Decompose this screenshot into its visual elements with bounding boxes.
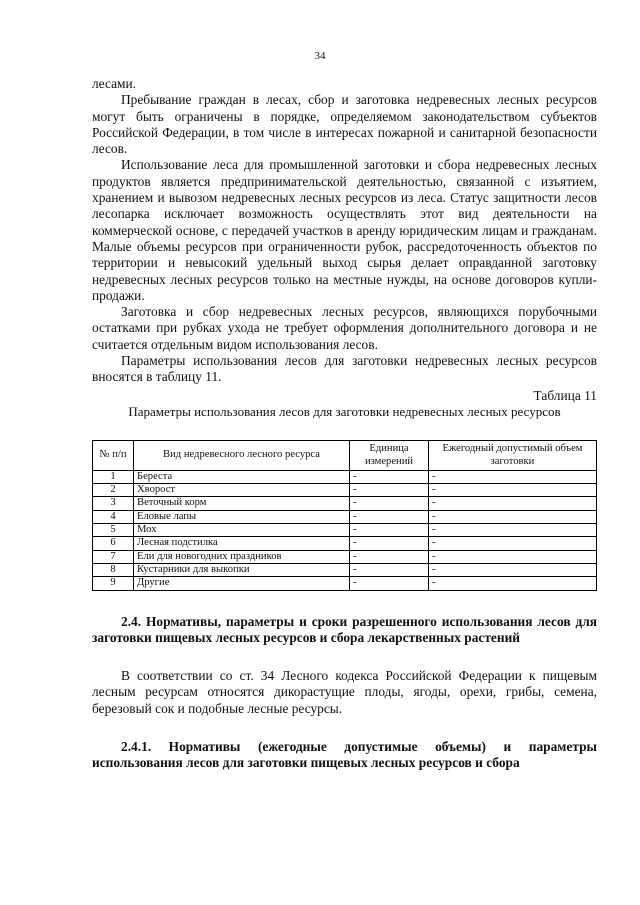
row-volume: - — [429, 550, 597, 563]
section-heading-2-4: 2.4. Нормативы, параметры и сроки разрешенного использования лесов для заготовки пищевых лесных ресурсов и сбора лекарственных растений — [92, 613, 597, 645]
row-unit: - — [350, 470, 429, 483]
table-row — [93, 577, 597, 590]
row-num: 9 — [93, 577, 134, 590]
row-volume: - — [429, 497, 597, 510]
table-row — [93, 510, 597, 523]
row-unit: - — [350, 484, 429, 497]
row-resource: Ели для новогодних праздников — [134, 550, 350, 563]
paragraph-continuation: лесами. — [92, 76, 136, 91]
table-row — [93, 524, 597, 537]
row-volume: - — [429, 524, 597, 537]
row-resource: Мох — [134, 524, 350, 537]
header-annual-volume: Ежегодный допустимый объем заготовки — [429, 441, 597, 471]
row-num: 4 — [93, 510, 134, 523]
row-unit: - — [350, 510, 429, 523]
row-num: 7 — [93, 550, 134, 563]
section-heading-2-4-1: 2.4.1. Нормативы (ежегодные допустимые объемы) и параметры использования лесов для заготовки пищевых лесных ресурсов и сбора — [92, 738, 597, 771]
row-resource: Лесная подстилка — [134, 537, 350, 550]
row-volume: - — [429, 484, 597, 497]
table-row — [93, 550, 597, 563]
table-row — [93, 537, 597, 550]
row-num: 2 — [93, 484, 134, 497]
row-unit: - — [350, 524, 429, 537]
row-num: 8 — [93, 563, 134, 576]
paragraph-food-resources: В соответствии со ст. 34 Лесного кодекса Российской Федерации к пищевым лесным ресурсам относятся дикорастущие плоды, ягоды, орехи, грибы, семена, березовый сок и подобные лесные ресурсы. — [92, 668, 597, 716]
row-resource: Береста — [134, 470, 350, 483]
table-title: Параметры использования лесов для заготовки недревесных лесных ресурсов — [128, 403, 561, 419]
row-volume: - — [429, 470, 597, 483]
header-resource-type: Вид недревесного лесного ресурса — [134, 441, 350, 471]
parameters-table — [92, 440, 597, 590]
header-unit: Единица измерений — [350, 441, 429, 471]
row-resource: Еловые лапы — [134, 510, 350, 523]
row-num: 5 — [93, 524, 134, 537]
document-body — [92, 76, 597, 772]
row-unit: - — [350, 563, 429, 576]
paragraph-table-reference: Параметры использования лесов для заготовки недревесных лесных ресурсов вносятся в таблицу 11. — [92, 353, 597, 385]
row-unit: - — [350, 537, 429, 550]
row-volume: - — [429, 563, 597, 576]
row-volume: - — [429, 577, 597, 590]
row-resource: Хворост — [134, 484, 350, 497]
row-num: 6 — [93, 537, 134, 550]
row-resource: Кустарники для выкопки — [134, 563, 350, 576]
row-unit: - — [350, 577, 429, 590]
table-row — [93, 470, 597, 483]
row-resource: Другие — [134, 577, 350, 590]
table-label: Таблица 11 — [533, 387, 597, 403]
header-num: № п/п — [93, 441, 134, 471]
row-num: 1 — [93, 470, 134, 483]
paragraph-industrial-use: Использование леса для промышленной заготовки и сбора недревесных лесных продуктов является предпринимательской деятельностью, связанной с изъятием, хранением и вывозом недревесных лесных ресурсов из леса. Статус защитности лесов лесопарка исключает возможность осуществлять этот вид деятельности на коммерческой основе, с передачей участков в аренду юридическим лицам и гражданам. Малые объемы ресурсов при ограниченности рубок, рассредоточенность объектов по территории и невысокий удельный выход сырья делает оправданной заготовку недревесных лесных ресурсов только на местные нужды, на основе договоров купли-продажи. — [92, 157, 597, 303]
row-num: 3 — [93, 497, 134, 510]
row-unit: - — [350, 550, 429, 563]
table-header-row — [93, 441, 597, 471]
row-resource: Веточный корм — [134, 497, 350, 510]
paragraph-harvest-residues: Заготовка и сбор недревесных лесных ресурсов, являющихся порубочными остатками при рубках ухода не требует оформления дополнительного договора и не считается отдельным видом использования лесов. — [92, 304, 597, 352]
page-number: 34 — [314, 50, 326, 62]
row-volume: - — [429, 510, 597, 523]
table-row — [93, 484, 597, 497]
paragraph-visitation: Пребывание граждан в лесах, сбор и заготовка недревесных лесных ресурсов могут быть ограничены в порядке, определяемом законодательством субъектов Российской Федерации, в том числе в интересах пожарной и санитарной безопасности лесов. — [92, 92, 597, 157]
row-unit: - — [350, 497, 429, 510]
row-volume: - — [429, 537, 597, 550]
table-row — [93, 497, 597, 510]
table-row — [93, 563, 597, 576]
